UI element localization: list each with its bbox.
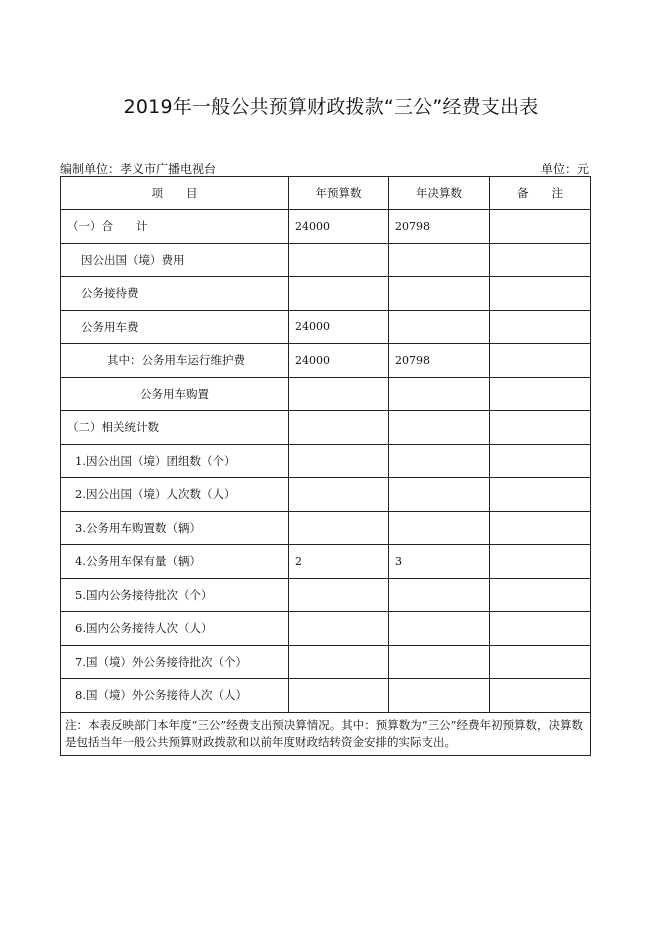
row-item: 公务用车购置 xyxy=(61,377,289,411)
row-note xyxy=(490,444,591,478)
page-title: 2019年一般公共预算财政拨款“三公”经费支出表 xyxy=(123,96,539,118)
row-budget xyxy=(289,645,389,679)
row-budget: 24000 xyxy=(289,344,389,378)
footnote: 注：本表反映部门本年度“三公”经费支出预决算情况。其中：预算数为“三公”经费年初预算数，决算数是包括当年一般公共预算财政拨款和以前年度财政结转资金安排的实际支出。 xyxy=(61,712,591,755)
table-row xyxy=(61,444,591,478)
row-item: 其中：公务用车运行维护费 xyxy=(61,344,289,378)
header-item: 项 目 xyxy=(61,177,289,210)
row-final xyxy=(389,377,490,411)
row-item: 3.公务用车购置数（辆） xyxy=(61,511,289,545)
table-row xyxy=(61,511,591,545)
row-note xyxy=(490,511,591,545)
row-item: 公务用车费 xyxy=(61,310,289,344)
row-budget xyxy=(289,478,389,512)
row-final xyxy=(389,277,490,311)
row-final: 20798 xyxy=(389,344,490,378)
row-final: 20798 xyxy=(389,210,490,244)
row-final xyxy=(389,243,490,277)
compiling-unit: 编制单位：孝义市广播电视台 xyxy=(60,162,217,176)
row-budget: 2 xyxy=(289,545,389,579)
row-budget xyxy=(289,612,389,646)
row-budget xyxy=(289,578,389,612)
row-item: 5.国内公务接待批次（个） xyxy=(61,578,289,612)
row-final xyxy=(389,310,490,344)
expense-table xyxy=(60,176,591,756)
row-final xyxy=(389,444,490,478)
row-note xyxy=(490,210,591,244)
row-note xyxy=(490,578,591,612)
row-budget: 24000 xyxy=(289,210,389,244)
row-budget xyxy=(289,679,389,713)
row-budget xyxy=(289,377,389,411)
row-note xyxy=(490,243,591,277)
row-item: 7.国（境）外公务接待批次（个） xyxy=(61,645,289,679)
row-final xyxy=(389,612,490,646)
table-row xyxy=(61,645,591,679)
row-item: 4.公务用车保有量（辆） xyxy=(61,545,289,579)
row-budget xyxy=(289,243,389,277)
row-budget xyxy=(289,511,389,545)
header-budget: 年预算数 xyxy=(289,177,389,210)
header-final: 年决算数 xyxy=(389,177,490,210)
row-item: 6.国内公务接待人次（人） xyxy=(61,612,289,646)
row-budget xyxy=(289,411,389,445)
table-row xyxy=(61,578,591,612)
row-final xyxy=(389,478,490,512)
table-row xyxy=(61,612,591,646)
footnote-row xyxy=(61,712,591,755)
table-row xyxy=(61,478,591,512)
row-item: （二）相关统计数 xyxy=(61,411,289,445)
row-note xyxy=(490,645,591,679)
row-final: 3 xyxy=(389,545,490,579)
table-row xyxy=(61,310,591,344)
table-row xyxy=(61,210,591,244)
table-row xyxy=(61,411,591,445)
row-note xyxy=(490,377,591,411)
row-note xyxy=(490,277,591,311)
row-final xyxy=(389,578,490,612)
table-row xyxy=(61,545,591,579)
row-final xyxy=(389,645,490,679)
row-item: 公务接待费 xyxy=(61,277,289,311)
row-note xyxy=(490,310,591,344)
row-note xyxy=(490,545,591,579)
table-header-row xyxy=(61,177,591,210)
row-item: 1.因公出国（境）团组数（个） xyxy=(61,444,289,478)
row-final xyxy=(389,679,490,713)
row-item: 8.国（境）外公务接待人次（人） xyxy=(61,679,289,713)
table-row xyxy=(61,243,591,277)
table-row xyxy=(61,377,591,411)
row-note xyxy=(490,344,591,378)
currency-unit: 单位：元 xyxy=(540,162,589,176)
row-final xyxy=(389,511,490,545)
row-budget xyxy=(289,444,389,478)
row-item: 因公出国（境）费用 xyxy=(61,243,289,277)
row-note xyxy=(490,478,591,512)
table-row xyxy=(61,679,591,713)
header-note: 备 注 xyxy=(490,177,591,210)
row-note xyxy=(490,679,591,713)
row-item: 2.因公出国（境）人次数（人） xyxy=(61,478,289,512)
row-item: （一）合 计 xyxy=(61,210,289,244)
row-final xyxy=(389,411,490,445)
table-row xyxy=(61,277,591,311)
row-budget: 24000 xyxy=(289,310,389,344)
row-note xyxy=(490,411,591,445)
row-note xyxy=(490,612,591,646)
table-row xyxy=(61,344,591,378)
row-budget xyxy=(289,277,389,311)
